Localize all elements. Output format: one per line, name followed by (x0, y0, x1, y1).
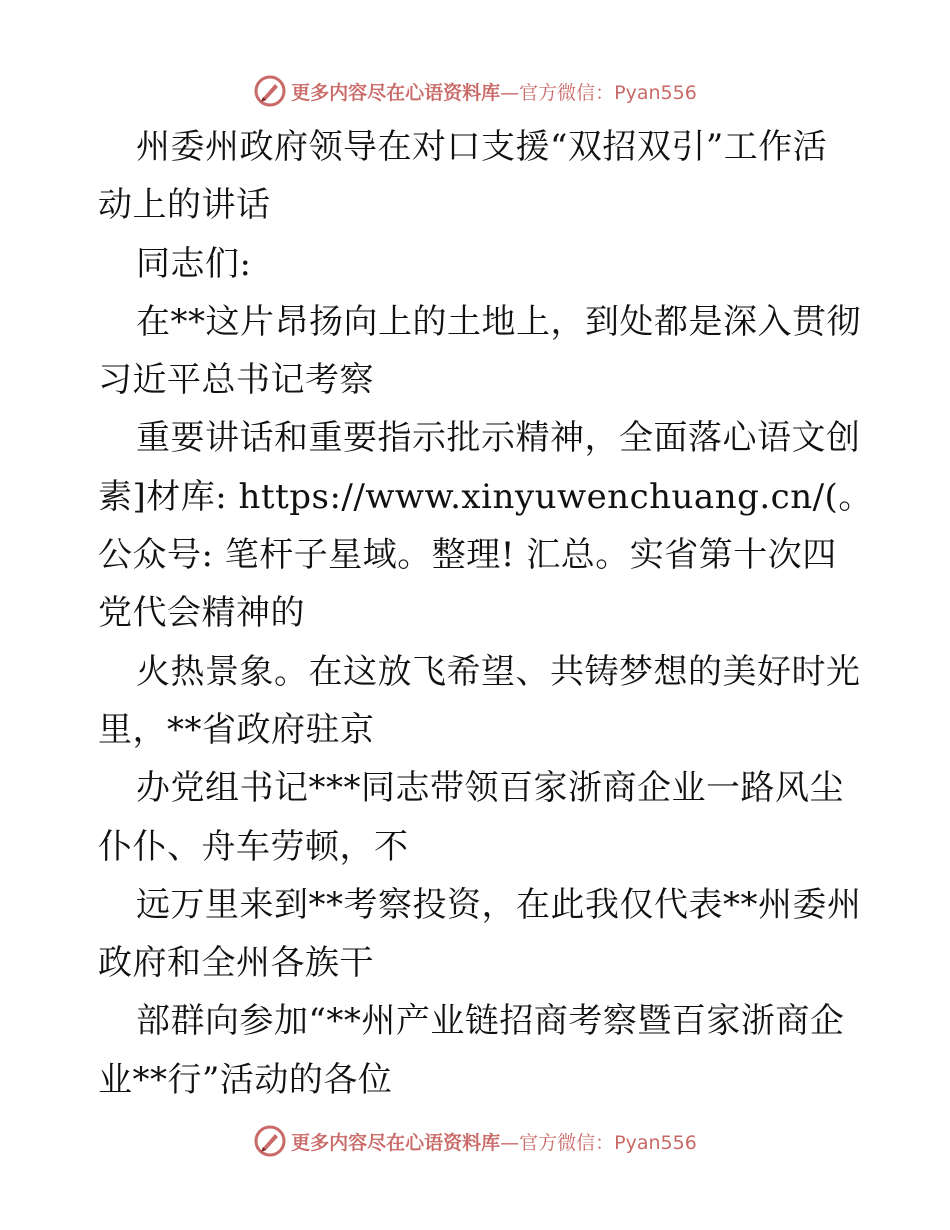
body-line: 习近平总书记考察 (98, 360, 374, 401)
pen-logo-icon (253, 74, 287, 108)
body-line: 在**这片昂扬向上的土地上，到处都是深入贯彻 (136, 301, 861, 342)
header-watermark-banner (0, 71, 950, 111)
body-line: 仆仆、舟车劳顿，不 (98, 826, 409, 867)
banner-wechat: —官方微信：Pyan556 (500, 81, 697, 104)
footer-watermark-banner (0, 1121, 950, 1161)
body-line: 里，**省政府驻京 (98, 709, 375, 750)
body-line: 素]材库: https://www.xinyuwenchuang.cn/(。 (98, 476, 873, 517)
body-line: 火热景象。在这放飞希望、共铸梦想的美好时光 (136, 651, 861, 692)
body-line: 部群向参加“**州产业链招商考察暨百家浙商企 (136, 1001, 845, 1042)
document-body (98, 118, 873, 1109)
body-line: 业**行”活动的各位 (98, 1059, 393, 1100)
banner-wechat: —官方微信：Pyan556 (500, 1131, 697, 1154)
title-line-1: 州委州政府领导在对口支援“双招双引”工作活 (136, 127, 828, 167)
title-line-2: 动上的讲话 (98, 185, 271, 226)
body-line: 重要讲话和重要指示批示精神，全面落心语文创 (136, 418, 861, 459)
banner-text: 更多内容尽在心语资料库 (291, 1131, 501, 1154)
body-line: 党代会精神的 (98, 593, 305, 634)
banner-text: 更多内容尽在心语资料库 (291, 81, 501, 104)
body-line: 远万里来到**考察投资，在此我仅代表**州委州 (136, 884, 862, 925)
body-line: 办党组书记***同志带领百家浙商企业一路风尘 (136, 768, 844, 809)
body-line: 政府和全州各族干 (98, 943, 374, 984)
body-line: 公众号: 笔杆子星域。整理! 汇总。实省第十次四 (98, 535, 837, 576)
pen-logo-icon (253, 1124, 287, 1158)
salutation: 同志们: (136, 243, 252, 284)
